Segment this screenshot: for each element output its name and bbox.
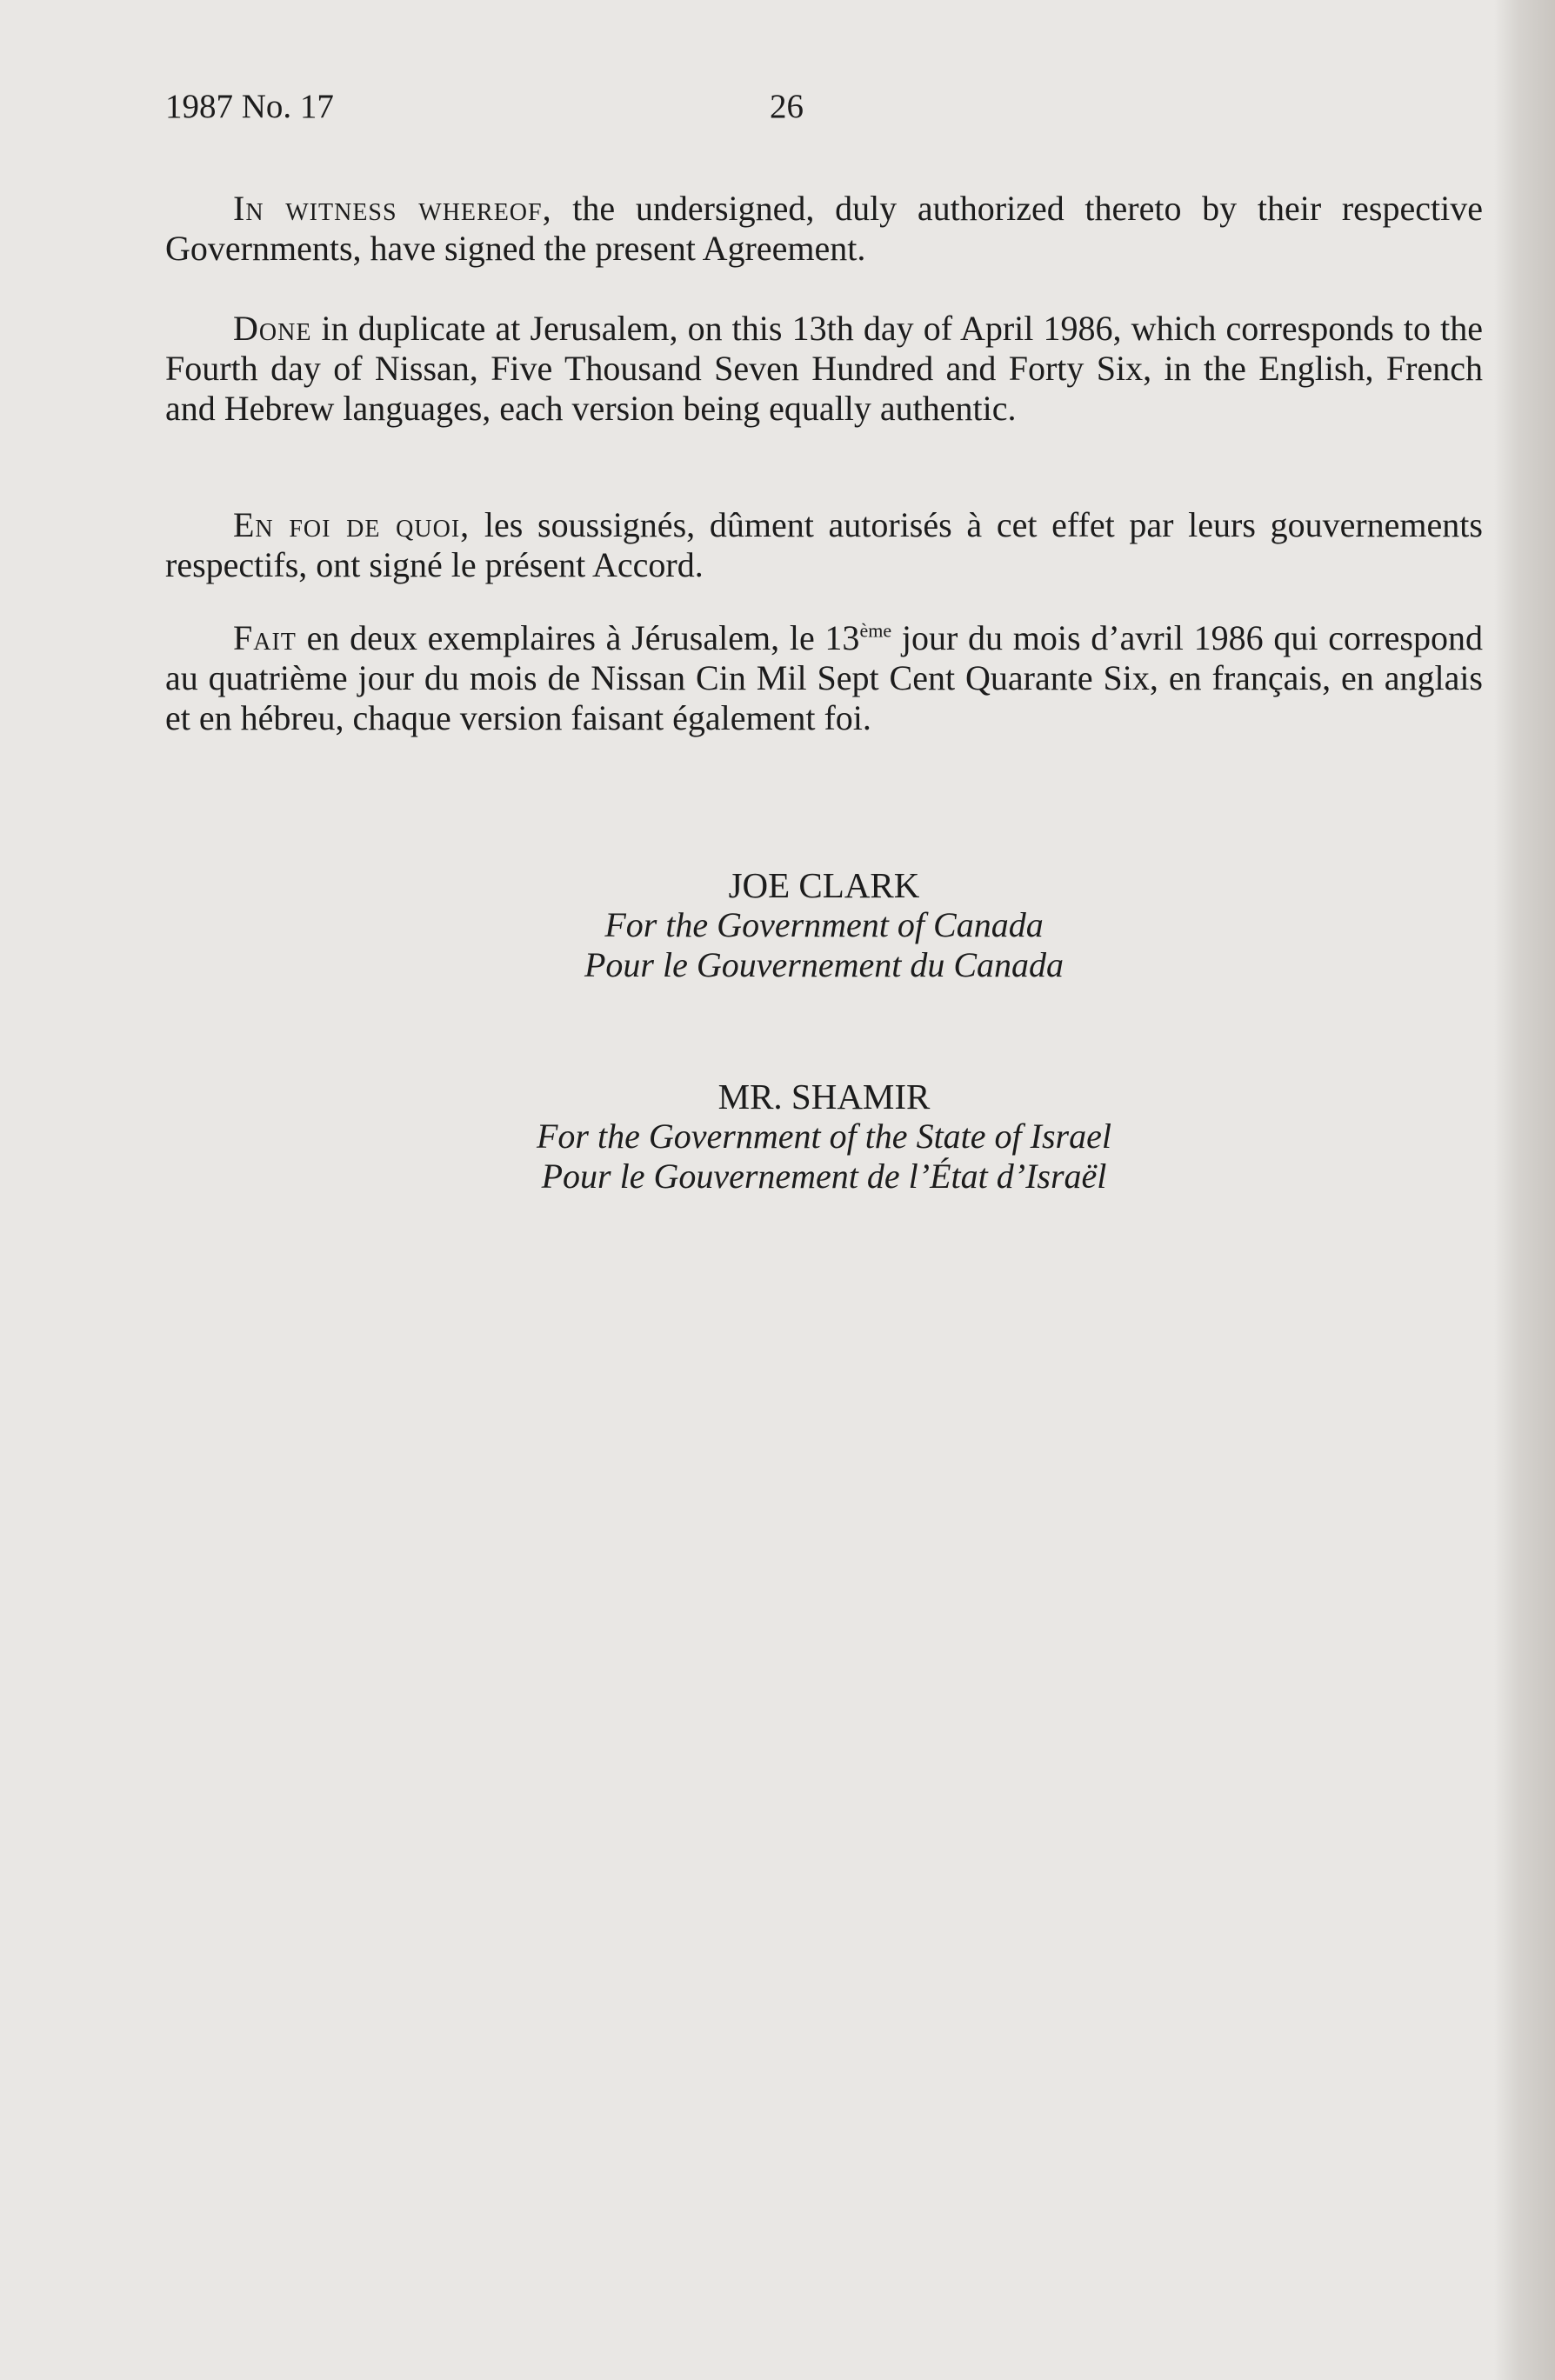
header-year-number: 1987 No. 17: [165, 88, 334, 125]
paragraph-lead: Done: [233, 309, 312, 348]
signatory-role-fr: Pour le Gouvernement de l’État d’Israël: [541, 1157, 1107, 1196]
paragraph-lead: Fait: [233, 618, 297, 657]
paragraph-en-foi-de-quoi: [165, 505, 1483, 585]
paragraph-text-continued: jour du mois d’avril 1986 qui correspond au quatrième jour du mois de Nissan Cin Mil Sept Cent Quarante Six, en français, en anglais et en hébreu, chaque version faisant également foi.: [165, 618, 1483, 737]
paragraph-done: [165, 309, 1483, 429]
signatory-role-en: For the Government of Canada: [604, 905, 1044, 944]
superscript-eme: ème: [859, 619, 892, 642]
signatory-name: JOE CLARK: [728, 865, 920, 905]
page-number: 26: [770, 88, 804, 125]
paragraph-text: les soussignés, dûment autorisés à cet effet par leurs gouvernements respectifs, ont signé le présent Accord.: [165, 505, 1483, 584]
signatory-name: MR. SHAMIR: [717, 1077, 931, 1117]
signatory-role-en: For the Government of the State of Israel: [537, 1117, 1111, 1156]
paragraph-text: en deux exemplaires à Jérusalem, le 13: [296, 618, 860, 657]
paragraph-fait: [165, 618, 1483, 738]
signature-block-canada: [165, 865, 1483, 985]
paragraph-text: in duplicate at Jerusalem, on this 13th day of April 1986, which corresponds to the Fourth day of Nissan, Five Thousand Seven Hundred and Forty Six, in the English, French and Hebrew languages, each version being equally authentic.: [165, 309, 1483, 428]
page-edge-shadow: [1494, 0, 1555, 2380]
paragraph-text: the undersigned, duly authorized thereto by their respective Governments, have signed the present Agreement.: [165, 189, 1483, 268]
signature-block-israel: [165, 1077, 1483, 1197]
paragraph-lead: En foi de quoi,: [233, 505, 471, 544]
paragraph-in-witness: [165, 189, 1483, 269]
signatory-role-fr: Pour le Gouvernement du Canada: [584, 945, 1064, 984]
paragraph-lead: In witness whereof,: [233, 189, 552, 228]
